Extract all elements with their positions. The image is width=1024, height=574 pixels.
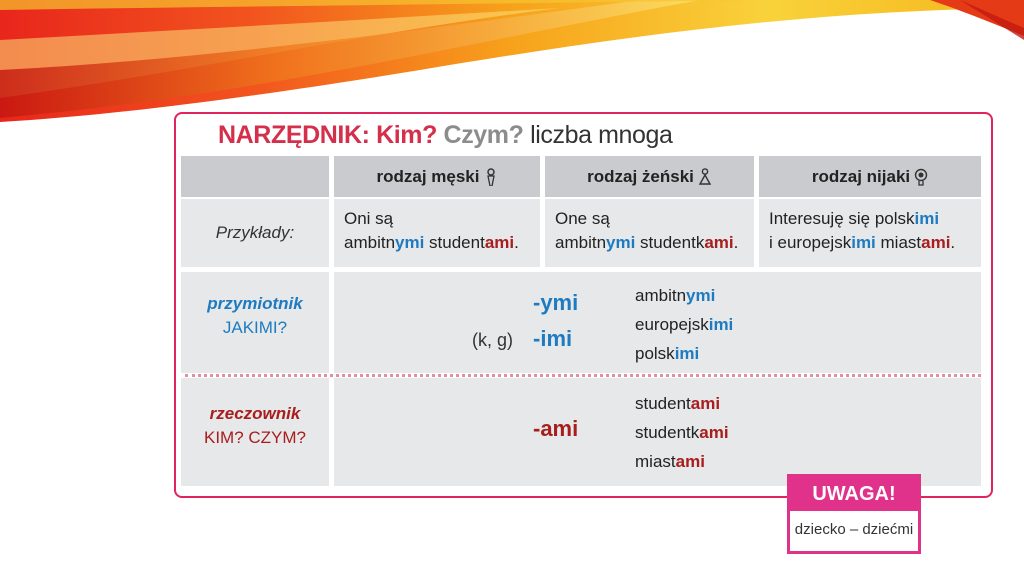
adjective-note: (k, g) [472, 330, 514, 350]
dotted-divider [185, 374, 981, 377]
noun-word-list [635, 389, 729, 476]
header-feminine: rodzaj żeński [545, 156, 754, 197]
example-masculine: Oni są ambitnymi studentami. [334, 199, 540, 267]
header-masculine: rodzaj męski [334, 156, 540, 197]
adjective-row-label [181, 292, 329, 340]
male-figure-icon [484, 168, 498, 186]
examples-label: Przykłady: [215, 223, 295, 242]
adjective-word-list [635, 281, 733, 368]
baby-icon [914, 168, 928, 186]
uwaga-heading: UWAGA! [790, 477, 918, 511]
noun-question: KIM? CZYM? [203, 428, 307, 447]
list-item: ambitnymi [635, 286, 716, 305]
example-feminine: One są ambitnymi studentkami. [545, 199, 754, 267]
page-title: NARZĘDNIK: Kim? Czym? liczba mnoga [218, 121, 673, 149]
uwaga-text: dziecko – dziećmi [794, 521, 914, 538]
noun-ending-ami: -ami [533, 416, 579, 441]
adjective-ending-ymi: -ymi [533, 290, 579, 315]
header-corner [181, 156, 329, 197]
noun-row-label [181, 402, 329, 450]
list-item: europejskimi [635, 315, 734, 334]
examples-label-cell [181, 199, 329, 267]
adjective-ending-imi: -imi [533, 326, 573, 351]
list-item: miastami [635, 452, 705, 471]
example-neuter: Interesuję się polskimi i europejskimi miastami. [759, 199, 981, 267]
header-neuter: rodzaj nijaki [759, 156, 981, 197]
female-figure-icon [698, 168, 712, 186]
noun-label: rzeczownik [209, 404, 301, 423]
uwaga-note-box [787, 474, 921, 554]
flame-banner [0, 0, 1024, 130]
list-item: polskimi [635, 344, 700, 363]
adjective-question: JAKIMI? [222, 318, 288, 337]
list-item: studentami [635, 394, 721, 413]
list-item: studentkami [635, 423, 729, 442]
adjective-label: przymiotnik [207, 294, 303, 313]
